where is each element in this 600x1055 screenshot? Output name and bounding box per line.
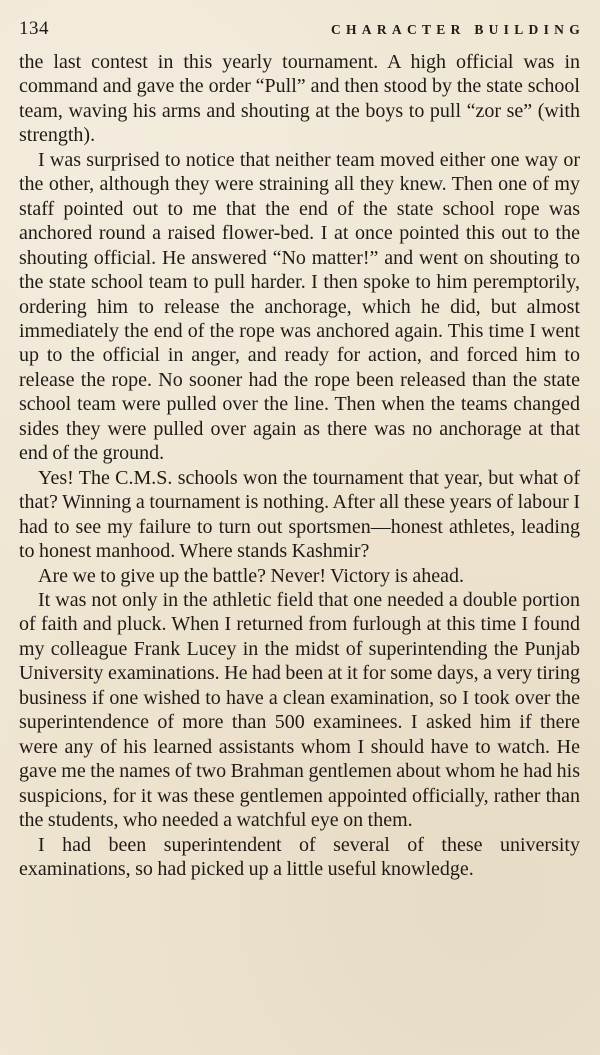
page-header [19,18,585,48]
body-text [19,50,580,881]
paragraph: Are we to give up the battle? Never! Victory is ahead. [38,564,465,587]
running-head: CHARACTER BUILDING [330,22,585,37]
page-number: 134 [19,18,49,39]
paragraph-continued: the last contest in this yearly tournament. A high official was in command and gave the order “Pull” and then stood by the state school team, waving his arms and shouting at the boys to pull “zor se” (with strength). [19,51,580,147]
paragraph: I had been superintendent of several of these university examinations, so had picked up a little useful knowledge. [19,833,580,880]
paragraph: It was not only in the athletic field that one needed a double portion of faith and pluck. When I returned from furlough at this time I found my colleague Frank Lucey in the midst of superintending the Punjab University examinations. He had been at it for some days, a very tiring business if one wished to have a clean examination, so I took over the superintendence of more than 500 examinees. I asked him if there were any of his learned assistants whom I should have to watch. He gave me the names of two Brahman gentlemen about whom he had his suspicions, for it was these gentlemen appointed officially, rather than the students, who needed a watchful eye on them. [19,588,580,832]
paragraph: Yes! The C.M.S. schools won the tournament that year, but what of that? Winning a tournament is nothing. After all these years of labour I had to see my failure to turn out sportsmen—honest athletes, leading to honest manhood. Where stands Kashmir? [19,466,580,563]
paragraph: I was surprised to notice that neither team moved either one way or the other, although they were straining all they knew. Then one of my staff pointed out to me that the end of the state school rope was anchored round a raised flower-bed. I at once pointed this out to the shouting official. He answered “No matter!” and went on shouting to the state school team to pull harder. I then spoke to him peremptorily, ordering him to release the anchorage, which he did, but almost immediately the end of the rope was anchored again. This time I went up to the official in anger, and ready for action, and forced him to release the rope. No sooner had the rope been released than the state school team were pulled over the line. Then when the teams changed sides they were pulled over again as there was no anchorage at that end of the ground. [19,148,580,465]
